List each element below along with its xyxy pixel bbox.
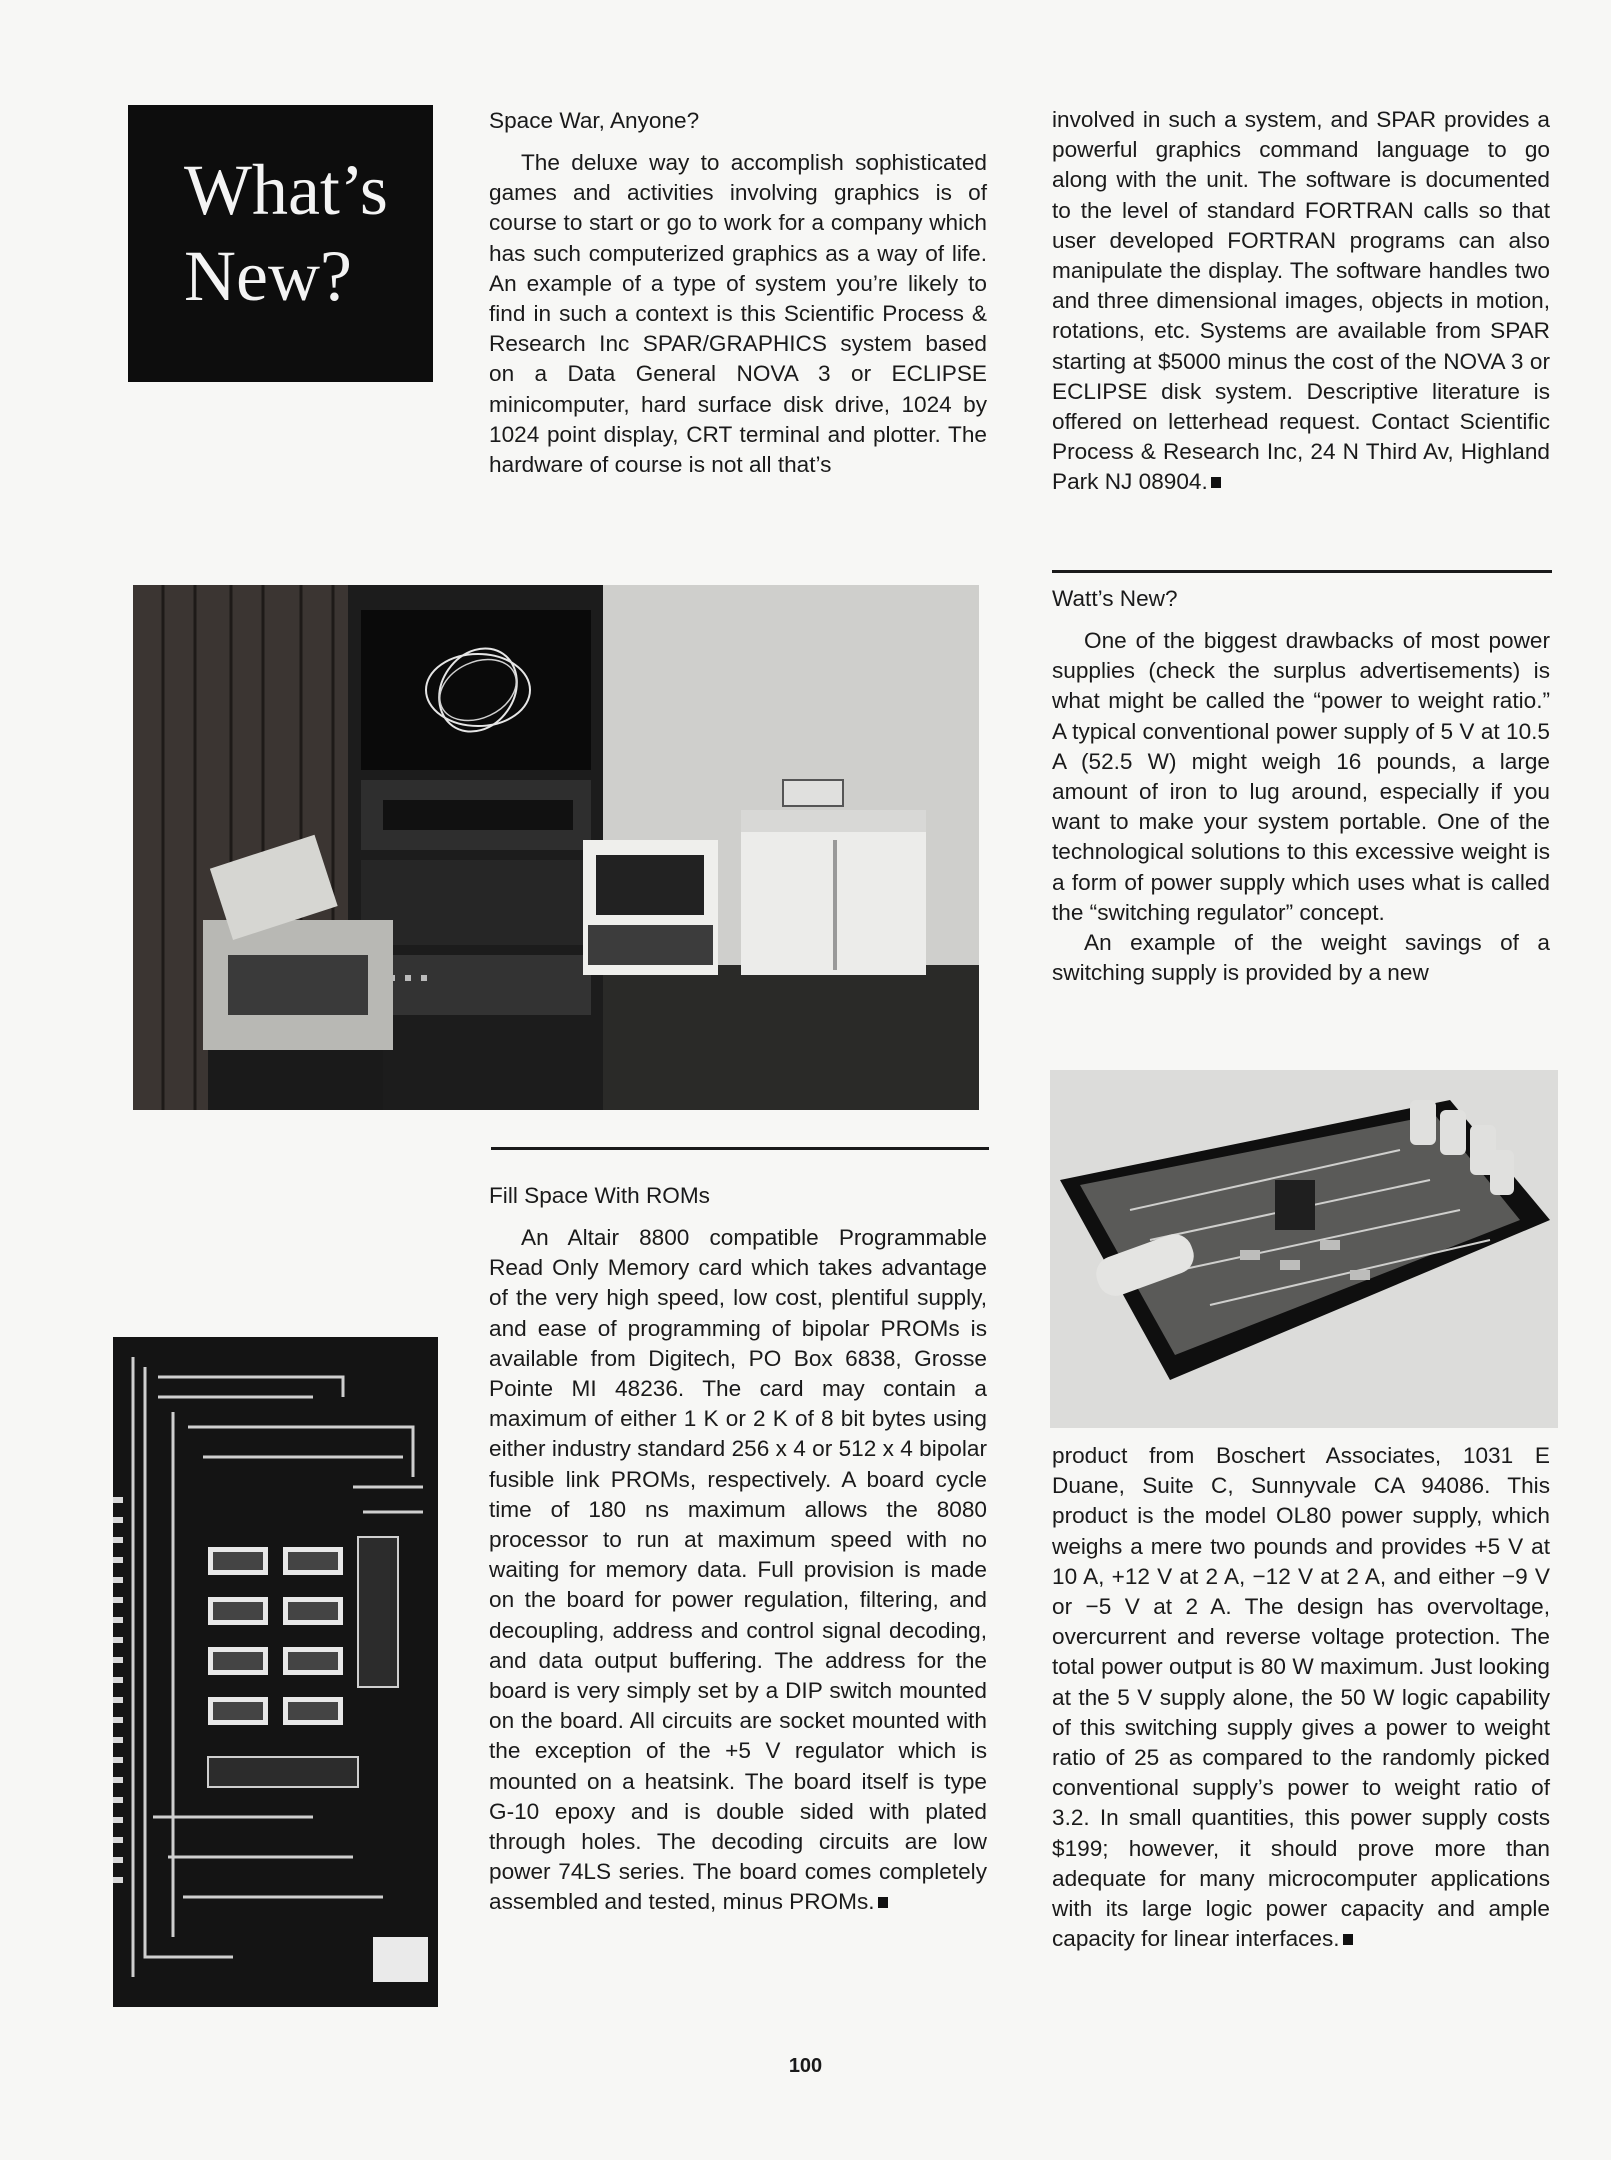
watts-new-heading: Watt’s New? xyxy=(1052,586,1178,611)
space-war-column-1 xyxy=(489,106,987,480)
watts-new-continued: product from Boschert Associates, 1031 E Duane, Suite C, Sunnyvale CA 94086. This product is the model OL80 power supply, which weighs a mere two pounds and provides +5 V at 10 A, +12 V at 2 A, −12 V at 2 A, and either −9 V or −5 V at 2 A. The design has overvoltage, overcurrent and reverse voltage protection. The total power output is 80 W maximum. Just looking at the 5 V supply alone, the 50 W logic capability of this switching supply gives a power to weight ratio of 25 as compared to the randomly picked conventional supply’s power to weight ratio of 3.2. In small quantities, this power supply costs $199; however, it should prove more than adequate for many microcomputer applications with its large logic power capacity and ample capacity for linear interfaces. xyxy=(1052,1443,1550,1952)
space-war-heading: Space War, Anyone? xyxy=(489,108,700,133)
power-supply-photo xyxy=(1050,1070,1558,1428)
divider-right-top xyxy=(1052,570,1552,573)
space-war-column-2 xyxy=(1052,105,1550,498)
end-mark-icon xyxy=(1211,477,1221,488)
watts-new-para2: An example of the weight savings of a switching supply is provided by a new xyxy=(1052,930,1550,986)
section-title-box xyxy=(128,105,433,382)
space-war-body-col1: The deluxe way to accomplish sophisticated games and activities involving graphics is of course to start or go to work for a company which has such computerized graphics as a way of life. An example of a type of system you’re likely to find in such a context is this Scientific Process & Research Inc SPAR/GRAPHICS system based on a Data General NOVA 3 or ECLIPSE minicomputer, hard surface disk drive, 1024 by 1024 point display, CRT terminal and plotter. The hardware of course is not all that’s xyxy=(489,150,987,478)
section-title-line2: New? xyxy=(184,236,352,316)
divider-middle xyxy=(491,1147,989,1150)
section-title-line1: What’s xyxy=(184,150,388,230)
watts-new-column xyxy=(1052,584,1550,988)
prom-board-photo xyxy=(113,1337,438,2007)
end-mark-icon xyxy=(878,1897,888,1908)
spar-graphics-system-photo xyxy=(133,585,979,1110)
page-number: 100 xyxy=(788,2055,823,2077)
end-mark-icon xyxy=(1343,1934,1353,1945)
watts-new-para1: One of the biggest drawbacks of most power supplies (check the surplus advertisements) is what might be called the “power to weight ratio.” A typical conventional power supply of 5 V at 10.5 A (52.5 W) might weigh 16 pounds, a large amount of iron to lug around, especially if you want to make your system portable. One of the technological solutions to this excessive weight is a form of power supply which uses what is called the “switching regulator” concept. xyxy=(1052,628,1550,925)
roms-body: An Altair 8800 compatible Programmable Read Only Memory card which takes advantage of the very high speed, low cost, plentiful supply, and ease of programming of bipolar PROMs is available from Digitech, PO Box 6838, Grosse Pointe MI 48236. The card may contain a maximum of either 1 K or 2 K of 8 bit bytes using either industry standard 256 x 4 or 512 x 4 bipolar fusible link PROMs, respectively. A board cycle time of 180 ns maximum allows the 8080 processor to run at maximum speed with no waiting for memory data. Full provision is made on the board for power regulation, filtering, and decoupling, address and control signal decoding, and data output buffering. The address for the board is very simply set by a DIP switch mounted on the board. All circuits are socket mounted with the exception of the +5 V regulator which is mounted on a heatsink. The board itself is type G-10 epoxy and is double sided with plated through holes. The decoding circuits are low power 74LS series. The board comes completely assembled and tested, minus PROMs. xyxy=(489,1225,987,1915)
roms-heading: Fill Space With ROMs xyxy=(489,1183,710,1208)
watts-new-continued-column xyxy=(1052,1441,1550,1954)
space-war-body-col2: involved in such a system, and SPAR provides a powerful graphics command language to go along with the unit. The software is documented to the level of standard FORTRAN calls so that user developed FORTRAN programs can also manipulate the display. The software handles two and three dimensional images, objects in motion, rotations, etc. Systems are available from SPAR starting at $5000 minus the cost of the NOVA 3 or ECLIPSE disk system. Descriptive literature is offered on letterhead request. Contact Scientific Process & Research Inc, 24 N Third Av, Highland Park NJ 08904. xyxy=(1052,107,1550,495)
roms-column xyxy=(489,1181,987,1918)
